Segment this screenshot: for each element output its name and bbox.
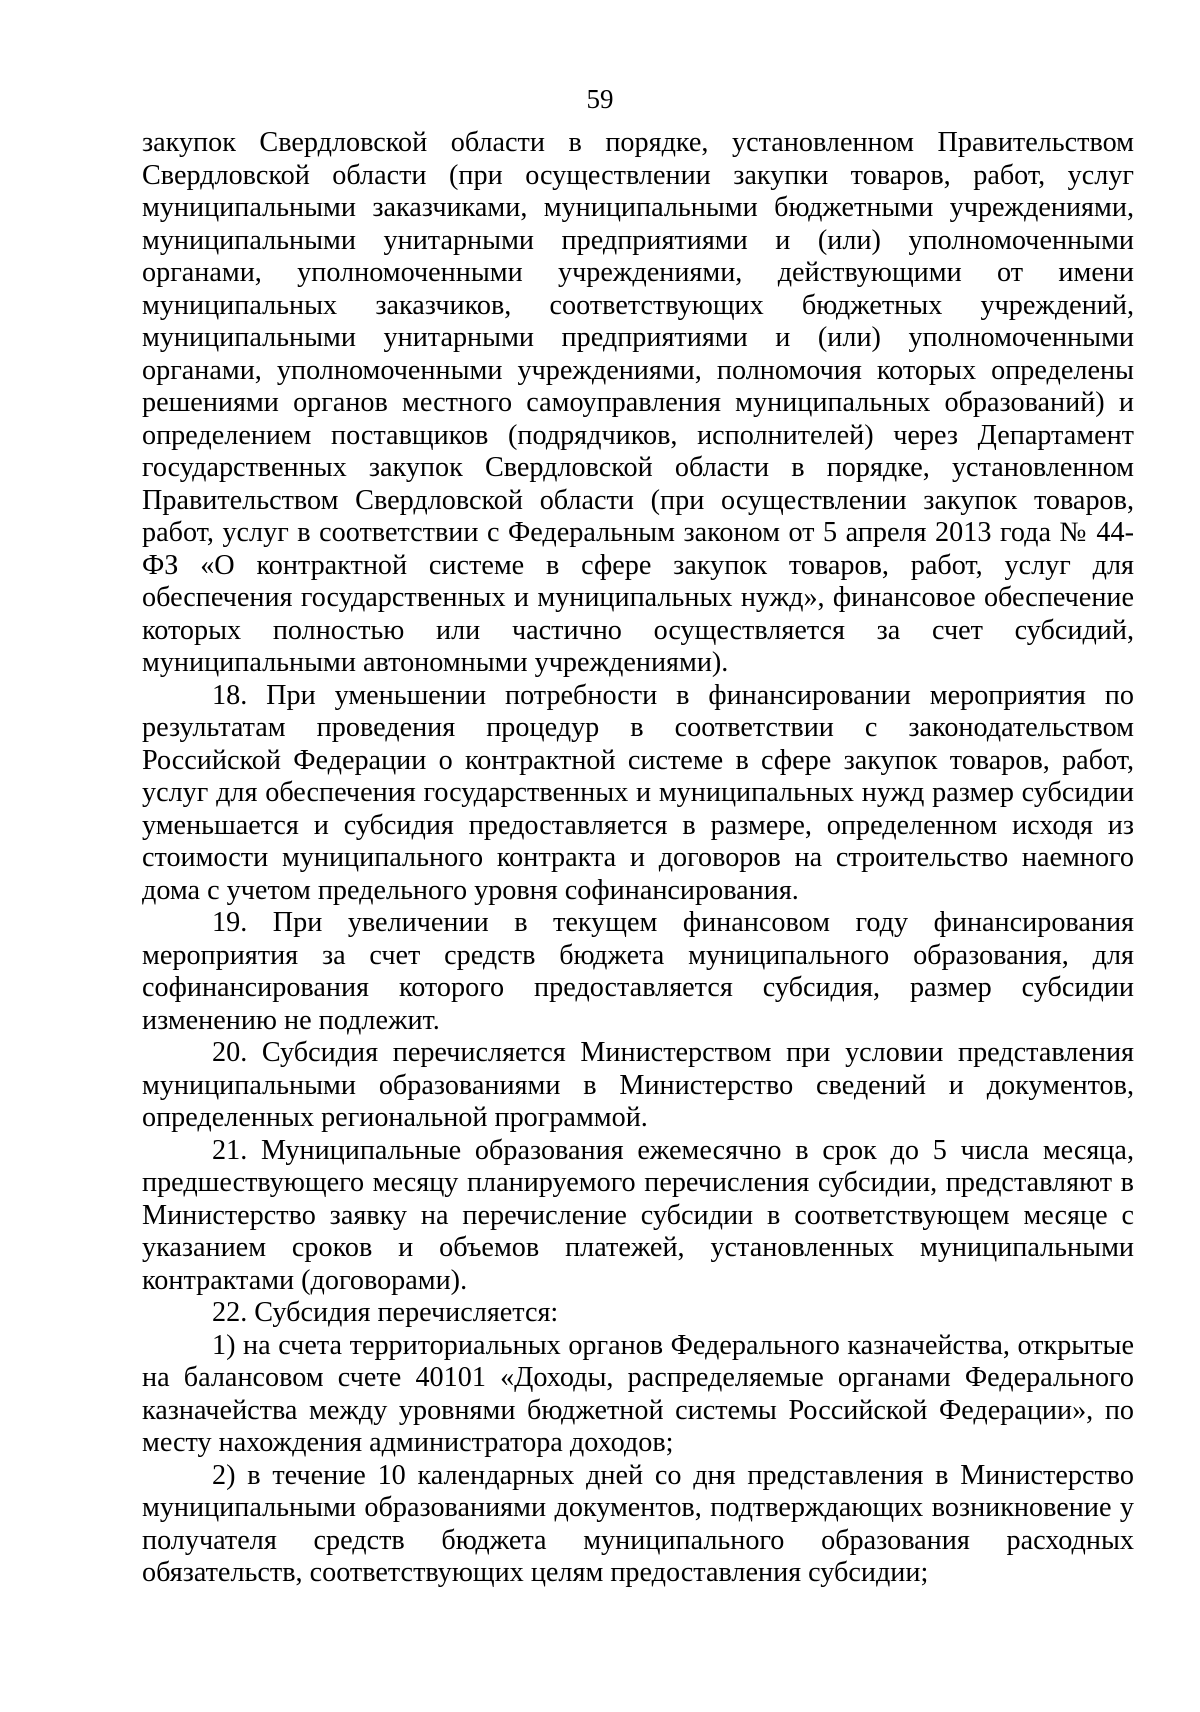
paragraph-item-22: 22. Субсидия перечисляется:	[212, 1297, 559, 1328]
paragraph-continuation: закупок Свердловской области в порядке, установленном Правительством Свердловской области (при осуществлении закупки товаров, работ, услуг муниципальными заказчиками, муниципальными бюджетными учреждениями, муниципальными унитарными предприятиями и (или) уполномоченными органами, уполномоченными учреждениями, действующими от имени муниципальных заказчиков, соответствующих бюджетных учреждений, муниципальными унитарными предприятиями и (или) уполномоченными органами, уполномоченными учреждениями, полномочия которых определены решениями органов местного самоуправления муниципальных образований) и определением поставщиков (подрядчиков, исполнителей) через Департамент государственных закупок Свердловской области в порядке, установленном Правительством Свердловской области (при осуществлении закупок товаров, работ, услуг в соответствии с Федеральным законом от 5 апреля 2013 года № 44-ФЗ «О контрактной системе в сфере закупок товаров, работ, услуг для обеспечения государственных и муниципальных нужд», финансовое обеспечение которых полностью или частично осуществляется за счет субсидий, муниципальными автономными учреждениями).	[142, 127, 1134, 678]
paragraph-subitem-1: 1) на счета территориальных органов Федерального казначейства, открытые на балансовом счете 40101 «Доходы, распределяемые органами Федерального казначейства между уровнями бюджетной системы Российской Федерации», по месту нахождения администратора доходов;	[142, 1329, 1134, 1458]
paragraph-item-20: 20. Субсидия перечисляется Министерством при условии представления муниципальными образованиями в Министерство сведений и документов, определенных региональной программой.	[142, 1037, 1134, 1133]
paragraph-item-21: 21. Муниципальные образования ежемесячно в срок до 5 числа месяца, предшествующего месяцу планируемого перечисления субсидии, представляют в Министерство заявку на перечисление субсидии в соответствующем месяце с указанием сроков и объемов платежей, установленных муниципальными контрактами (договорами).	[142, 1134, 1134, 1296]
document-body	[142, 127, 1134, 1590]
paragraph-item-18: 18. При уменьшении потребности в финансировании мероприятия по результатам проведения процедур в соответствии с законодательством Российской Федерации о контрактной системе в сфере закупок товаров, работ, услуг для обеспечения государственных и муниципальных нужд размер субсидии уменьшается и субсидия предоставляется в размере, определенном исходя из стоимости муниципального контракта и договоров на строительство наемного дома с учетом предельного уровня софинансирования.	[142, 679, 1134, 906]
page-number: 59	[586, 84, 614, 114]
paragraph-subitem-2: 2) в течение 10 календарных дней со дня представления в Министерство муниципальными образованиями документов, подтверждающих возникновение у получателя средств бюджета муниципального образования расходных обязательств, соответствующих целям предоставления субсидии;	[142, 1459, 1134, 1588]
paragraph-item-19: 19. При увеличении в текущем финансовом году финансирования мероприятия за счет средств бюджета муниципального образования, для софинансирования которого предоставляется субсидия, размер субсидии изменению не подлежит.	[142, 907, 1134, 1036]
